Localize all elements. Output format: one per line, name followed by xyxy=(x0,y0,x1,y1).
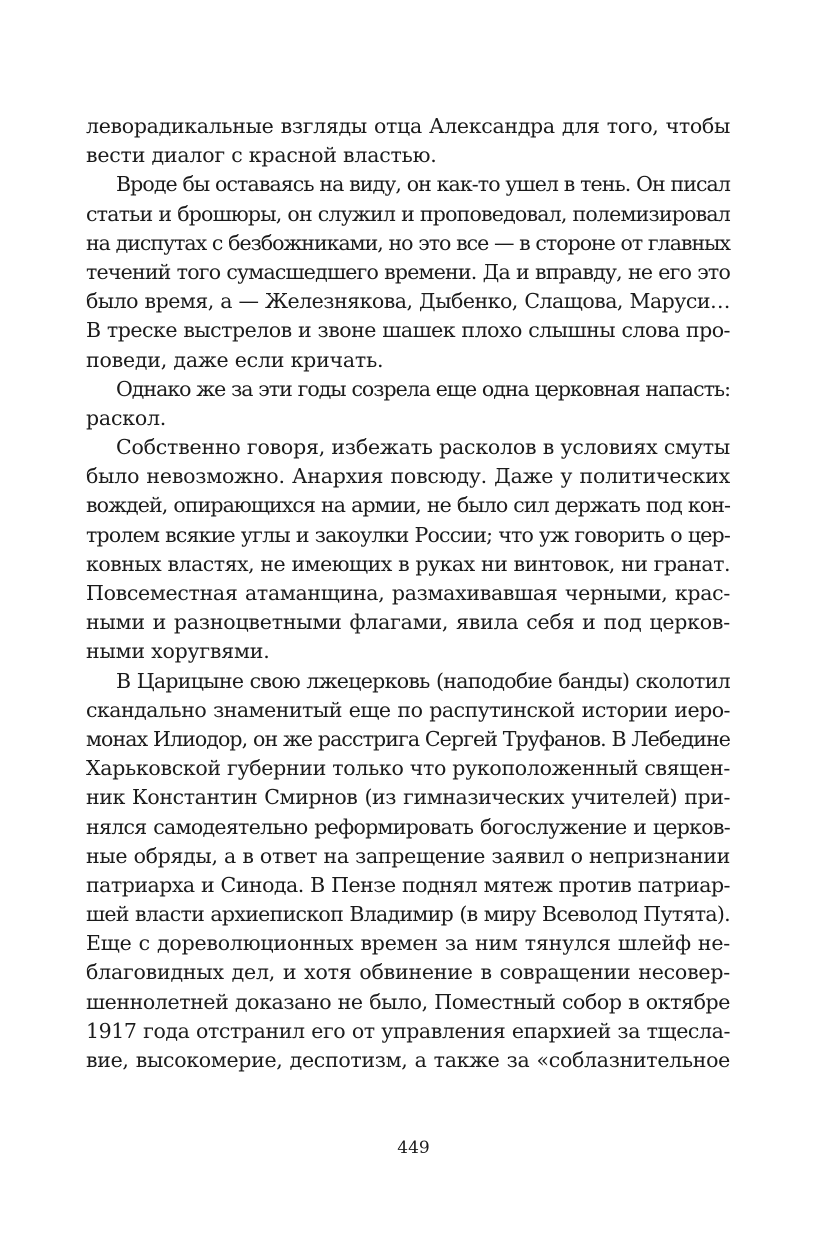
text-line: ник Константин Смирнов (из гимназических учителей) при- xyxy=(86,785,730,810)
text-line: было невозможно. Анархия повсюду. Даже у политических xyxy=(86,464,730,489)
text-line: Повсеместная атаманщина, размахивавшая черными, крас- xyxy=(86,581,730,605)
text-line: ные обряды, а в ответ на запрещение заявил о непризнании xyxy=(86,843,730,868)
text-line: тролем всякие углы и закоулки России; что уж говорить о цер- xyxy=(86,522,730,547)
text-line: скандально знаменитый еще по распутинской истории иеро- xyxy=(86,697,730,722)
text-line: ковных властях, не имеющих в руках ни винтовок, ни гранат. xyxy=(86,551,730,576)
text-line: шеннолетней доказано не было, Поместный собор в октябре xyxy=(86,989,730,1014)
page-number: 449 xyxy=(397,1138,430,1158)
text-line: было время, а — Железнякова, Дыбенко, Слащова, Маруси… xyxy=(86,289,730,314)
text-line: шей власти архиепископ Владимир (в миру Всеволод Путята). xyxy=(86,902,730,927)
text-line: Еще с дореволюционных времен за ним тянулся шлейф не- xyxy=(86,931,730,956)
text-line: поведи, даже если кричать. xyxy=(86,347,384,372)
text-line: В Царицыне свою лжецерковь (наподобие банды) сколотил xyxy=(116,668,730,693)
paragraph xyxy=(86,170,730,374)
text-line: течений того сумасшедшего времени. Да и вправду, не его это xyxy=(86,259,730,284)
text-line: Однако же за эти годы созрела еще одна церковная напасть: xyxy=(116,376,730,401)
text-line: В треске выстрелов и звоне шашек плохо слышны слова про- xyxy=(86,318,730,343)
text-line: леворадикальные взгляды отца Александра для того, чтобы xyxy=(86,114,730,138)
text-line: нялся самодеятельно реформировать богослужение и церков- xyxy=(86,814,730,839)
text-line: ными хоругвями. xyxy=(86,639,270,664)
text-line: на диспутах с безбожниками, но это все — в стороне от главных xyxy=(86,230,730,255)
paragraph xyxy=(86,112,730,170)
text-line: вести диалог с красной властью. xyxy=(86,143,437,168)
text-line: Собственно говоря, избежать расколов в условиях смуты xyxy=(116,435,730,460)
text-line: Харьковской губернии только что рукоположенный священ- xyxy=(86,756,730,781)
text-line: статьи и брошюры, он служил и проповедовал, полемизировал xyxy=(86,201,730,226)
text-line: раскол. xyxy=(86,405,167,430)
text-line: ными и разноцветными флагами, явила себя и под церков- xyxy=(86,610,730,635)
text-line: патриарха и Синода. В Пензе поднял мятеж против патриар- xyxy=(86,872,730,897)
text-line: 1917 года отстранил его от управления епархией за тщесла- xyxy=(86,1018,730,1043)
page-body xyxy=(86,112,730,1075)
text-line: вождей, опирающихся на армии, не было сил держать под кон- xyxy=(86,493,730,518)
paragraph xyxy=(86,667,730,1076)
paragraph xyxy=(86,433,730,667)
paragraph xyxy=(86,375,730,433)
text-line: Вроде бы оставаясь на виду, он как-то ушел в тень. Он писал xyxy=(116,172,730,197)
text-line: благовидных дел, и хотя обвинение в совращении несовер- xyxy=(86,960,730,985)
text-line: вие, высокомерие, деспотизм, а также за «соблазнительное xyxy=(86,1048,730,1072)
text-line: монах Илиодор, он же расстрига Сергей Труфанов. В Лебедине xyxy=(86,726,730,751)
